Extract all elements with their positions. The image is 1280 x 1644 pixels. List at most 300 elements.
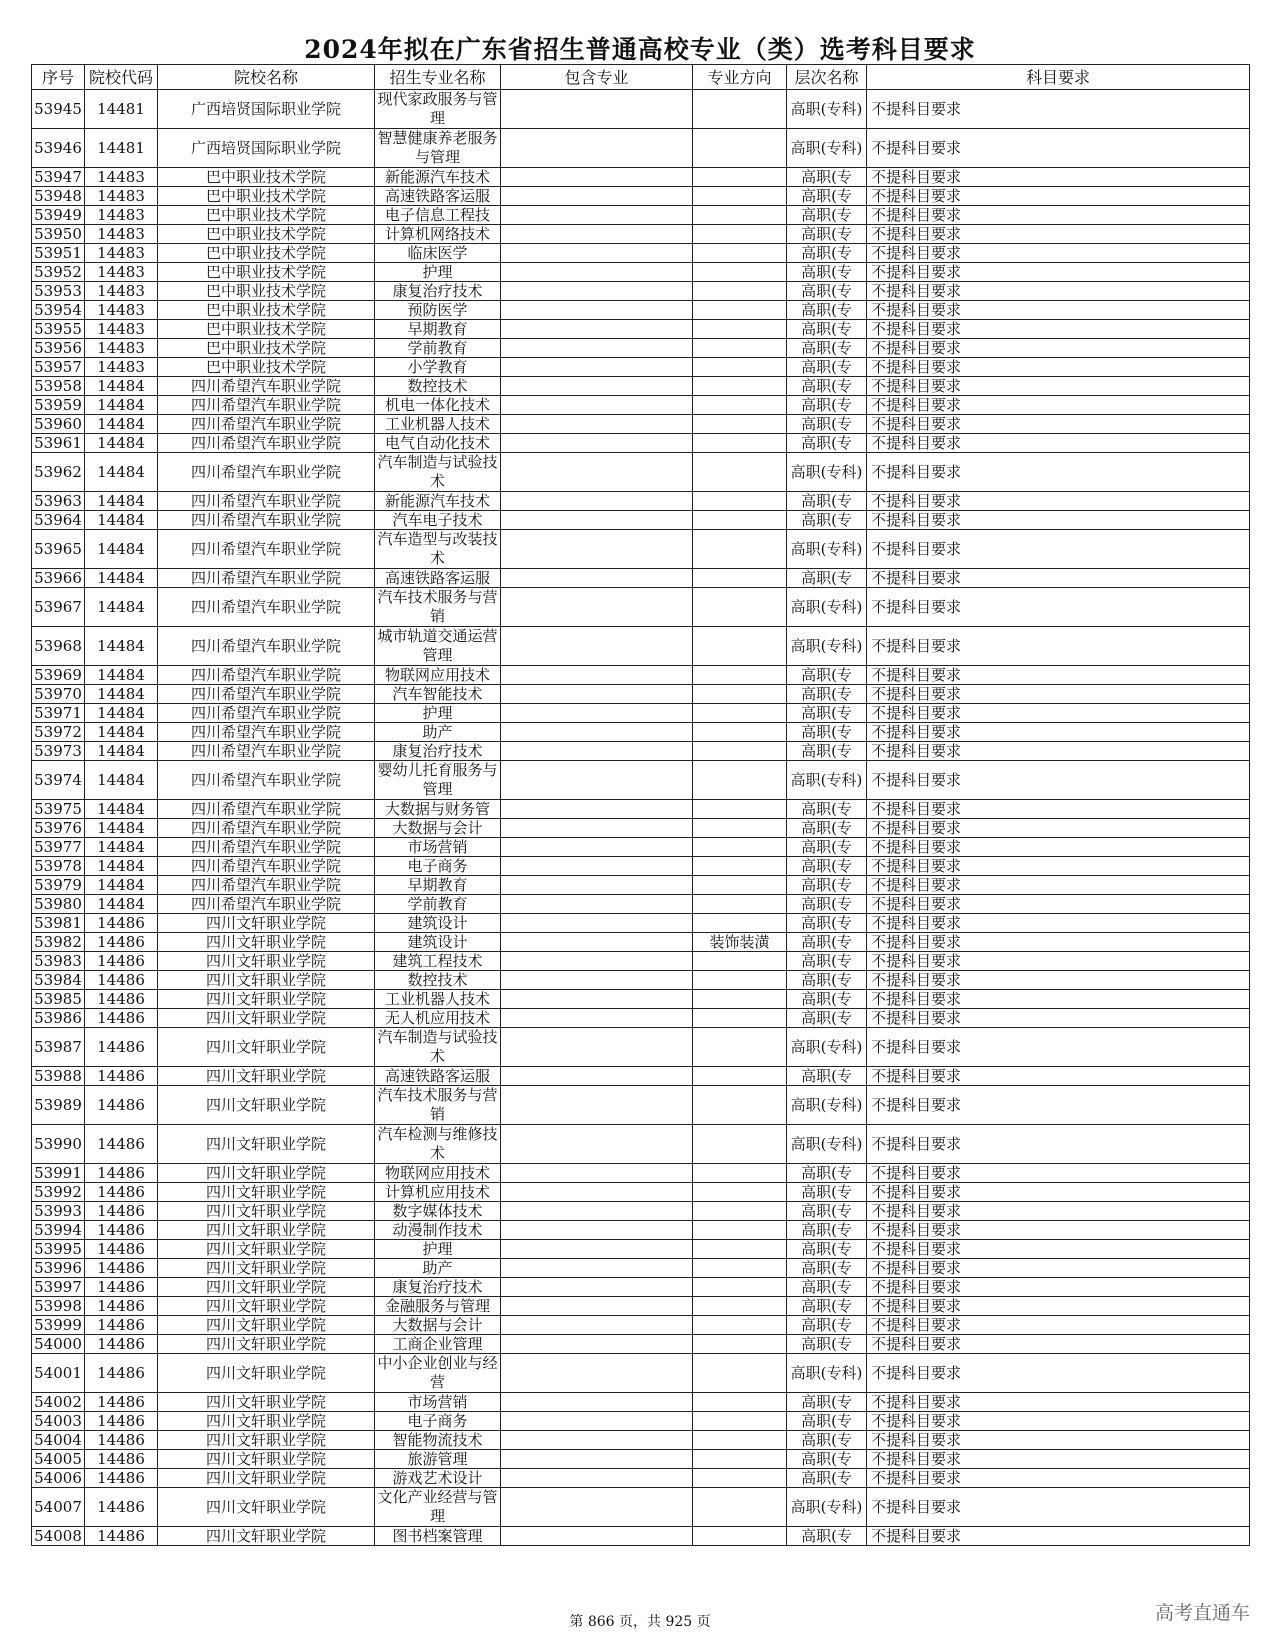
cell-includes xyxy=(501,723,693,742)
cell-seq: 53979 xyxy=(32,876,85,895)
cell-school-code: 14483 xyxy=(85,301,158,320)
cell-major: 物联网应用技术 xyxy=(375,666,501,685)
cell-includes xyxy=(501,819,693,838)
cell-direction xyxy=(693,952,787,971)
cell-major: 市场营销 xyxy=(375,1393,501,1412)
cell-direction xyxy=(693,1259,787,1278)
cell-school-code: 14484 xyxy=(85,819,158,838)
cell-school-name: 四川文轩职业学院 xyxy=(158,1278,375,1297)
cell-includes xyxy=(501,187,693,206)
cell-level: 高职(专 xyxy=(787,1278,867,1297)
cell-major: 电子商务 xyxy=(375,1412,501,1431)
table-row xyxy=(32,1488,1250,1527)
table-row xyxy=(32,90,1250,129)
cell-level: 高职(专 xyxy=(787,1527,867,1546)
cell-seq: 53995 xyxy=(32,1240,85,1259)
cell-level: 高职(专 xyxy=(787,244,867,263)
watermark-text: 高考直通车 xyxy=(1154,1602,1250,1624)
cell-seq: 53948 xyxy=(32,187,85,206)
cell-includes xyxy=(501,895,693,914)
table-row xyxy=(32,1028,1250,1067)
cell-school-code: 14486 xyxy=(85,952,158,971)
cell-major: 护理 xyxy=(375,1240,501,1259)
cell-level: 高职(专 xyxy=(787,1240,867,1259)
table-row xyxy=(32,819,1250,838)
table-row xyxy=(32,492,1250,511)
cell-requirement: 不提科目要求 xyxy=(867,1431,1250,1450)
table-row xyxy=(32,434,1250,453)
cell-level: 高职(专 xyxy=(787,723,867,742)
cell-includes xyxy=(501,1278,693,1297)
cell-seq: 53986 xyxy=(32,1009,85,1028)
cell-level: 高职(专 xyxy=(787,1316,867,1335)
cell-school-name: 四川文轩职业学院 xyxy=(158,1221,375,1240)
table-row xyxy=(32,1354,1250,1393)
cell-includes xyxy=(501,1183,693,1202)
cell-direction xyxy=(693,530,787,569)
cell-includes xyxy=(501,627,693,666)
cell-school-name: 四川文轩职业学院 xyxy=(158,1009,375,1028)
cell-major: 高速铁路客运服 xyxy=(375,1067,501,1086)
cell-direction xyxy=(693,187,787,206)
cell-seq: 54006 xyxy=(32,1469,85,1488)
cell-major: 电气自动化技术 xyxy=(375,434,501,453)
cell-school-name: 巴中职业技术学院 xyxy=(158,358,375,377)
cell-school-code: 14484 xyxy=(85,511,158,530)
cell-school-name: 四川希望汽车职业学院 xyxy=(158,588,375,627)
table-row xyxy=(32,1183,1250,1202)
cell-school-code: 14486 xyxy=(85,1125,158,1164)
cell-includes xyxy=(501,742,693,761)
cell-includes xyxy=(501,1316,693,1335)
cell-school-code: 14486 xyxy=(85,1412,158,1431)
cell-includes xyxy=(501,1009,693,1028)
cell-level: 高职(专 xyxy=(787,971,867,990)
cell-includes xyxy=(501,1240,693,1259)
cell-direction xyxy=(693,206,787,225)
cell-direction xyxy=(693,377,787,396)
cell-school-name: 巴中职业技术学院 xyxy=(158,225,375,244)
cell-seq: 53959 xyxy=(32,396,85,415)
cell-level: 高职(专 xyxy=(787,1450,867,1469)
cell-school-code: 14484 xyxy=(85,530,158,569)
cell-requirement: 不提科目要求 xyxy=(867,187,1250,206)
cell-major: 数字媒体技术 xyxy=(375,1202,501,1221)
cell-direction xyxy=(693,895,787,914)
cell-major: 新能源汽车技术 xyxy=(375,168,501,187)
table-row xyxy=(32,1202,1250,1221)
cell-requirement: 不提科目要求 xyxy=(867,1125,1250,1164)
cell-major: 早期教育 xyxy=(375,876,501,895)
cell-requirement: 不提科目要求 xyxy=(867,492,1250,511)
cell-school-code: 14486 xyxy=(85,1354,158,1393)
cell-major: 工商企业管理 xyxy=(375,1335,501,1354)
cell-direction xyxy=(693,761,787,800)
cell-school-code: 14486 xyxy=(85,1240,158,1259)
cell-school-name: 四川希望汽车职业学院 xyxy=(158,530,375,569)
cell-direction xyxy=(693,415,787,434)
table-row xyxy=(32,588,1250,627)
cell-major: 汽车技术服务与营销 xyxy=(375,1086,501,1125)
cell-school-name: 四川希望汽车职业学院 xyxy=(158,415,375,434)
cell-requirement: 不提科目要求 xyxy=(867,1067,1250,1086)
cell-school-name: 四川文轩职业学院 xyxy=(158,1335,375,1354)
cell-includes xyxy=(501,1354,693,1393)
cell-seq: 53981 xyxy=(32,914,85,933)
cell-school-name: 四川文轩职业学院 xyxy=(158,1297,375,1316)
cell-direction xyxy=(693,1488,787,1527)
cell-seq: 53955 xyxy=(32,320,85,339)
cell-level: 高职(专 xyxy=(787,358,867,377)
cell-requirement: 不提科目要求 xyxy=(867,1450,1250,1469)
page-title: 2024年拟在广东省招生普通高校专业（类）选考科目要求 xyxy=(304,35,976,64)
cell-includes xyxy=(501,1412,693,1431)
cell-includes xyxy=(501,569,693,588)
table-row xyxy=(32,453,1250,492)
cell-school-name: 四川希望汽车职业学院 xyxy=(158,761,375,800)
cell-includes xyxy=(501,206,693,225)
cell-seq: 53976 xyxy=(32,819,85,838)
cell-seq: 53990 xyxy=(32,1125,85,1164)
cell-major: 高速铁路客运服 xyxy=(375,569,501,588)
cell-level: 高职(专科) xyxy=(787,1125,867,1164)
cell-direction xyxy=(693,1450,787,1469)
cell-major: 学前教育 xyxy=(375,339,501,358)
cell-includes xyxy=(501,1086,693,1125)
cell-requirement: 不提科目要求 xyxy=(867,761,1250,800)
cell-major: 游戏艺术设计 xyxy=(375,1469,501,1488)
cell-school-code: 14484 xyxy=(85,666,158,685)
cell-requirement: 不提科目要求 xyxy=(867,704,1250,723)
cell-level: 高职(专 xyxy=(787,1202,867,1221)
cell-school-code: 14486 xyxy=(85,990,158,1009)
cell-school-code: 14486 xyxy=(85,1259,158,1278)
table-row xyxy=(32,800,1250,819)
table-row xyxy=(32,990,1250,1009)
cell-school-name: 四川希望汽车职业学院 xyxy=(158,685,375,704)
cell-school-name: 四川文轩职业学院 xyxy=(158,914,375,933)
cell-level: 高职(专科) xyxy=(787,1028,867,1067)
cell-school-code: 14484 xyxy=(85,857,158,876)
cell-level: 高职(专科) xyxy=(787,530,867,569)
cell-level: 高职(专 xyxy=(787,1183,867,1202)
cell-level: 高职(专 xyxy=(787,301,867,320)
page-footer: 第 866 页，共 925 页 xyxy=(569,1614,711,1630)
cell-level: 高职(专 xyxy=(787,933,867,952)
cell-requirement: 不提科目要求 xyxy=(867,742,1250,761)
cell-requirement: 不提科目要求 xyxy=(867,1316,1250,1335)
cell-requirement: 不提科目要求 xyxy=(867,320,1250,339)
cell-requirement: 不提科目要求 xyxy=(867,206,1250,225)
cell-level: 高职(专 xyxy=(787,838,867,857)
cell-requirement: 不提科目要求 xyxy=(867,339,1250,358)
table-row xyxy=(32,876,1250,895)
cell-school-code: 14484 xyxy=(85,434,158,453)
table-row xyxy=(32,742,1250,761)
cell-includes xyxy=(501,301,693,320)
cell-school-name: 四川文轩职业学院 xyxy=(158,952,375,971)
cell-level: 高职(专 xyxy=(787,1259,867,1278)
cell-level: 高职(专 xyxy=(787,952,867,971)
cell-school-name: 四川文轩职业学院 xyxy=(158,1527,375,1546)
table-row xyxy=(32,723,1250,742)
cell-school-name: 四川文轩职业学院 xyxy=(158,1316,375,1335)
cell-school-name: 四川文轩职业学院 xyxy=(158,1450,375,1469)
cell-includes xyxy=(501,377,693,396)
cell-includes xyxy=(501,511,693,530)
cell-major: 护理 xyxy=(375,263,501,282)
cell-direction xyxy=(693,1183,787,1202)
cell-requirement: 不提科目要求 xyxy=(867,1393,1250,1412)
cell-school-code: 14486 xyxy=(85,1221,158,1240)
cell-school-code: 14483 xyxy=(85,339,158,358)
cell-major: 高速铁路客运服 xyxy=(375,187,501,206)
cell-major: 机电一体化技术 xyxy=(375,396,501,415)
cell-requirement: 不提科目要求 xyxy=(867,933,1250,952)
cell-direction xyxy=(693,1164,787,1183)
table-row xyxy=(32,857,1250,876)
cell-direction xyxy=(693,1221,787,1240)
cell-requirement: 不提科目要求 xyxy=(867,971,1250,990)
cell-includes xyxy=(501,90,693,129)
cell-requirement: 不提科目要求 xyxy=(867,263,1250,282)
cell-major: 康复治疗技术 xyxy=(375,282,501,301)
cell-major: 旅游管理 xyxy=(375,1450,501,1469)
cell-school-code: 14484 xyxy=(85,761,158,800)
cell-school-name: 巴中职业技术学院 xyxy=(158,320,375,339)
cell-includes xyxy=(501,952,693,971)
cell-major: 小学教育 xyxy=(375,358,501,377)
cell-direction xyxy=(693,1469,787,1488)
cell-direction xyxy=(693,168,787,187)
table-row xyxy=(32,1240,1250,1259)
cell-school-code: 14486 xyxy=(85,1527,158,1546)
cell-direction xyxy=(693,129,787,168)
cell-major: 智慧健康养老服务与管理 xyxy=(375,129,501,168)
cell-requirement: 不提科目要求 xyxy=(867,1221,1250,1240)
table-row xyxy=(32,1316,1250,1335)
cell-school-code: 14484 xyxy=(85,742,158,761)
cell-seq: 53991 xyxy=(32,1164,85,1183)
cell-direction xyxy=(693,1125,787,1164)
cell-seq: 54002 xyxy=(32,1393,85,1412)
cell-seq: 53984 xyxy=(32,971,85,990)
cell-direction xyxy=(693,453,787,492)
cell-school-name: 四川希望汽车职业学院 xyxy=(158,838,375,857)
table-row xyxy=(32,396,1250,415)
cell-school-code: 14483 xyxy=(85,358,158,377)
cell-major: 助产 xyxy=(375,723,501,742)
cell-requirement: 不提科目要求 xyxy=(867,1488,1250,1527)
cell-school-code: 14486 xyxy=(85,1335,158,1354)
cell-includes xyxy=(501,1488,693,1527)
cell-school-code: 14486 xyxy=(85,1450,158,1469)
cell-school-name: 巴中职业技术学院 xyxy=(158,168,375,187)
cell-major: 数控技术 xyxy=(375,971,501,990)
cell-requirement: 不提科目要求 xyxy=(867,857,1250,876)
cell-requirement: 不提科目要求 xyxy=(867,511,1250,530)
cell-school-code: 14486 xyxy=(85,971,158,990)
cell-level: 高职(专 xyxy=(787,339,867,358)
cell-level: 高职(专 xyxy=(787,1221,867,1240)
table-row xyxy=(32,244,1250,263)
table-row xyxy=(32,761,1250,800)
cell-school-code: 14484 xyxy=(85,685,158,704)
cell-school-name: 四川希望汽车职业学院 xyxy=(158,857,375,876)
cell-seq: 53965 xyxy=(32,530,85,569)
cell-level: 高职(专 xyxy=(787,1469,867,1488)
cell-seq: 53974 xyxy=(32,761,85,800)
cell-seq: 53987 xyxy=(32,1028,85,1067)
cell-includes xyxy=(501,263,693,282)
cell-level: 高职(专 xyxy=(787,819,867,838)
cell-requirement: 不提科目要求 xyxy=(867,1202,1250,1221)
cell-major: 电子信息工程技 xyxy=(375,206,501,225)
cell-school-code: 14483 xyxy=(85,320,158,339)
cell-major: 大数据与财务管 xyxy=(375,800,501,819)
cell-direction xyxy=(693,723,787,742)
cell-level: 高职(专科) xyxy=(787,627,867,666)
cell-major: 建筑工程技术 xyxy=(375,952,501,971)
cell-includes xyxy=(501,434,693,453)
cell-includes xyxy=(501,1297,693,1316)
cell-includes xyxy=(501,1221,693,1240)
cell-seq: 53977 xyxy=(32,838,85,857)
cell-school-code: 14486 xyxy=(85,1164,158,1183)
cell-requirement: 不提科目要求 xyxy=(867,588,1250,627)
cell-includes xyxy=(501,1164,693,1183)
cell-includes xyxy=(501,1028,693,1067)
cell-school-code: 14481 xyxy=(85,90,158,129)
cell-school-name: 四川文轩职业学院 xyxy=(158,933,375,952)
cell-level: 高职(专科) xyxy=(787,129,867,168)
cell-requirement: 不提科目要求 xyxy=(867,666,1250,685)
cell-direction xyxy=(693,627,787,666)
cell-requirement: 不提科目要求 xyxy=(867,225,1250,244)
table-row xyxy=(32,685,1250,704)
table-header-row xyxy=(32,65,1250,90)
table-row xyxy=(32,971,1250,990)
cell-includes xyxy=(501,990,693,1009)
cell-school-code: 14486 xyxy=(85,914,158,933)
cell-level: 高职(专 xyxy=(787,377,867,396)
cell-school-name: 巴中职业技术学院 xyxy=(158,282,375,301)
cell-direction xyxy=(693,1278,787,1297)
cell-includes xyxy=(501,1259,693,1278)
cell-major: 大数据与会计 xyxy=(375,819,501,838)
cell-school-name: 四川希望汽车职业学院 xyxy=(158,377,375,396)
cell-requirement: 不提科目要求 xyxy=(867,569,1250,588)
cell-direction xyxy=(693,1316,787,1335)
cell-includes xyxy=(501,1431,693,1450)
cell-major: 城市轨道交通运营管理 xyxy=(375,627,501,666)
cell-includes xyxy=(501,1125,693,1164)
table-row xyxy=(32,1412,1250,1431)
table-row xyxy=(32,627,1250,666)
cell-direction xyxy=(693,857,787,876)
cell-requirement: 不提科目要求 xyxy=(867,1240,1250,1259)
cell-level: 高职(专 xyxy=(787,434,867,453)
table-row xyxy=(32,1259,1250,1278)
cell-requirement: 不提科目要求 xyxy=(867,1183,1250,1202)
cell-includes xyxy=(501,396,693,415)
cell-school-code: 14483 xyxy=(85,225,158,244)
cell-requirement: 不提科目要求 xyxy=(867,244,1250,263)
table-row xyxy=(32,339,1250,358)
cell-seq: 54003 xyxy=(32,1412,85,1431)
cell-seq: 53963 xyxy=(32,492,85,511)
cell-direction xyxy=(693,876,787,895)
cell-requirement: 不提科目要求 xyxy=(867,301,1250,320)
cell-school-code: 14486 xyxy=(85,1086,158,1125)
cell-major: 电子商务 xyxy=(375,857,501,876)
table-row xyxy=(32,1297,1250,1316)
cell-includes xyxy=(501,530,693,569)
cell-school-name: 巴中职业技术学院 xyxy=(158,206,375,225)
table-row xyxy=(32,1278,1250,1297)
cell-direction xyxy=(693,914,787,933)
cell-requirement: 不提科目要求 xyxy=(867,415,1250,434)
table-row xyxy=(32,952,1250,971)
cell-major: 康复治疗技术 xyxy=(375,742,501,761)
cell-school-name: 四川希望汽车职业学院 xyxy=(158,569,375,588)
cell-major: 汽车检测与维修技术 xyxy=(375,1125,501,1164)
cell-seq: 53950 xyxy=(32,225,85,244)
cell-school-code: 14484 xyxy=(85,396,158,415)
cell-includes xyxy=(501,857,693,876)
cell-direction xyxy=(693,1354,787,1393)
table-row xyxy=(32,263,1250,282)
cell-major: 计算机应用技术 xyxy=(375,1183,501,1202)
cell-direction xyxy=(693,1086,787,1125)
cell-requirement: 不提科目要求 xyxy=(867,453,1250,492)
cell-level: 高职(专 xyxy=(787,800,867,819)
cell-includes xyxy=(501,1202,693,1221)
table-row xyxy=(32,1009,1250,1028)
cell-school-name: 四川文轩职业学院 xyxy=(158,1259,375,1278)
cell-seq: 53988 xyxy=(32,1067,85,1086)
col-header-direction: 专业方向 xyxy=(693,65,787,90)
cell-direction xyxy=(693,244,787,263)
cell-direction xyxy=(693,263,787,282)
cell-major: 计算机网络技术 xyxy=(375,225,501,244)
cell-school-code: 14486 xyxy=(85,1028,158,1067)
cell-direction xyxy=(693,800,787,819)
cell-school-name: 四川希望汽车职业学院 xyxy=(158,434,375,453)
cell-includes xyxy=(501,415,693,434)
cell-level: 高职(专 xyxy=(787,206,867,225)
cell-school-name: 四川文轩职业学院 xyxy=(158,1067,375,1086)
cell-school-code: 14484 xyxy=(85,838,158,857)
cell-level: 高职(专科) xyxy=(787,1488,867,1527)
cell-major: 汽车制造与试验技术 xyxy=(375,1028,501,1067)
cell-includes xyxy=(501,339,693,358)
cell-requirement: 不提科目要求 xyxy=(867,1527,1250,1546)
cell-includes xyxy=(501,1393,693,1412)
cell-level: 高职(专 xyxy=(787,282,867,301)
cell-school-code: 14483 xyxy=(85,244,158,263)
cell-seq: 53996 xyxy=(32,1259,85,1278)
cell-seq: 53952 xyxy=(32,263,85,282)
table-row xyxy=(32,377,1250,396)
cell-school-code: 14486 xyxy=(85,1183,158,1202)
cell-major: 工业机器人技术 xyxy=(375,990,501,1009)
cell-direction xyxy=(693,90,787,129)
cell-includes xyxy=(501,129,693,168)
cell-includes xyxy=(501,685,693,704)
cell-includes xyxy=(501,453,693,492)
cell-direction xyxy=(693,358,787,377)
